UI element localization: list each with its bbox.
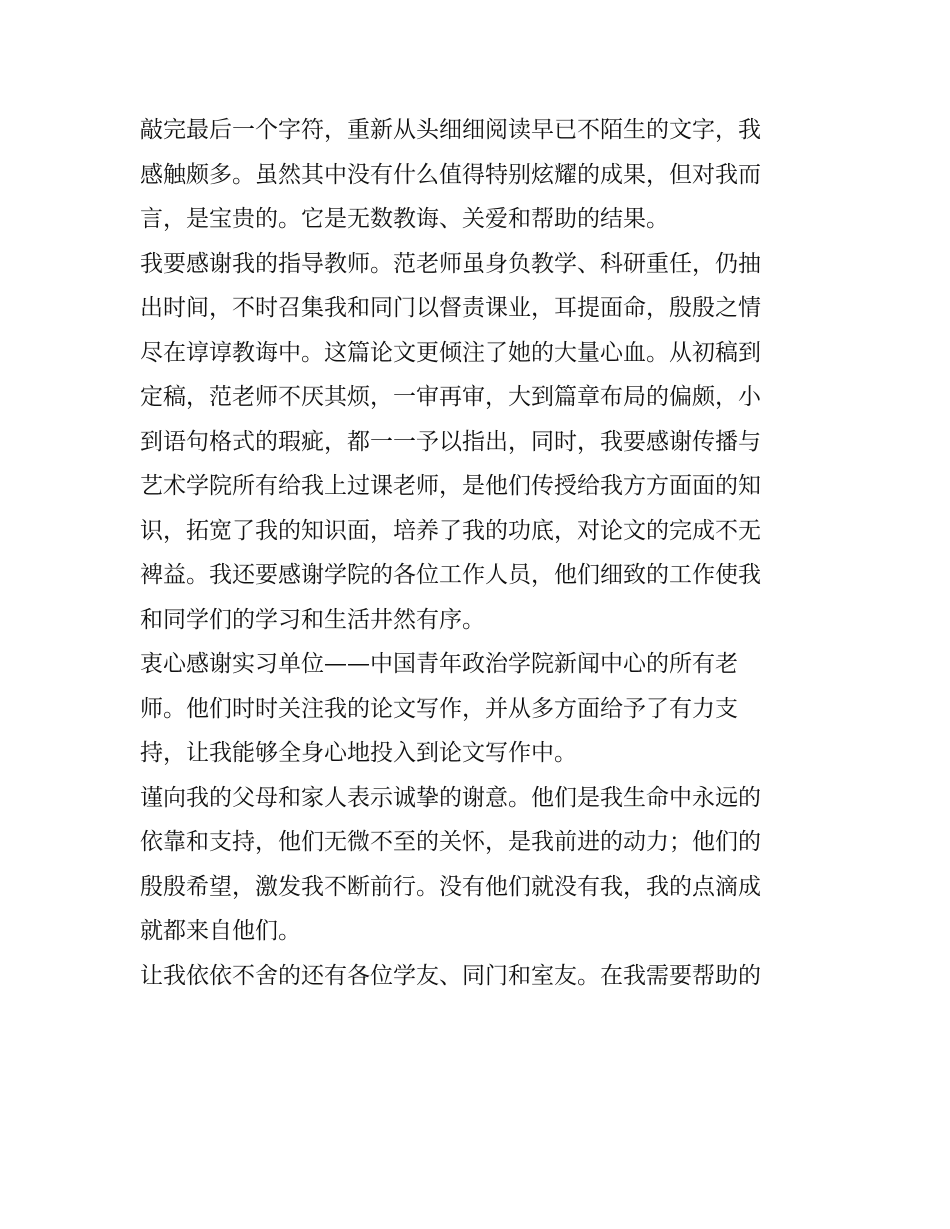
text-line: 就都来自他们。 bbox=[140, 918, 301, 944]
acknowledgement-text bbox=[140, 108, 830, 998]
text-line: 感触颇多。虽然其中没有什么值得特别炫耀的成果，但对我而 bbox=[140, 161, 761, 188]
text-line: 殷殷希望，激发我不断前行。没有他们就没有我，我的点滴成 bbox=[140, 873, 761, 900]
text-line: 我要感谢我的指导教师。范老师虽身负教学、科研重任，仍抽 bbox=[140, 250, 761, 277]
text-line: 和同学们的学习和生活井然有序。 bbox=[140, 606, 485, 633]
text-line: 裨益。我还要感谢学院的各位工作人员，他们细致的工作使我 bbox=[140, 562, 761, 588]
text-line: 出时间，不时召集我和同门以督责课业，耳提面命，殷殷之情 bbox=[140, 295, 761, 321]
text-line: 尽在谆谆教诲中。这篇论文更倾注了她的大量心血。从初稿到 bbox=[140, 339, 761, 366]
text-line: 衷心感谢实习单位——中国青年政治学院新闻中心的所有老 bbox=[140, 651, 738, 677]
text-line: 敲完最后一个字符，重新从头细细阅读早已不陌生的文字，我 bbox=[140, 117, 761, 143]
text-line: 识，拓宽了我的知识面，培养了我的功底，对论文的完成不无 bbox=[140, 517, 761, 544]
text-line: 师。他们时时关注我的论文写作，并从多方面给予了有力支 bbox=[140, 695, 738, 722]
text-line: 谨向我的父母和家人表示诚挚的谢意。他们是我生命中永远的 bbox=[140, 784, 761, 811]
text-line: 艺术学院所有给我上过课老师，是他们传授给我方方面面的知 bbox=[140, 473, 761, 499]
text-line: 到语句格式的瑕疵，都一一予以指出，同时，我要感谢传播与 bbox=[140, 428, 761, 455]
text-line: 让我依依不舍的还有各位学友、同门和室友。在我需要帮助的 bbox=[140, 962, 761, 989]
text-line: 定稿，范老师不厌其烦，一审再审，大到篇章布局的偏颇，小 bbox=[140, 384, 761, 410]
text-line: 持，让我能够全身心地投入到论文写作中。 bbox=[140, 740, 577, 766]
text-line: 言，是宝贵的。它是无数教诲、关爱和帮助的结果。 bbox=[140, 206, 669, 232]
text-line: 依靠和支持，他们无微不至的关怀，是我前进的动力；他们的 bbox=[140, 829, 761, 855]
